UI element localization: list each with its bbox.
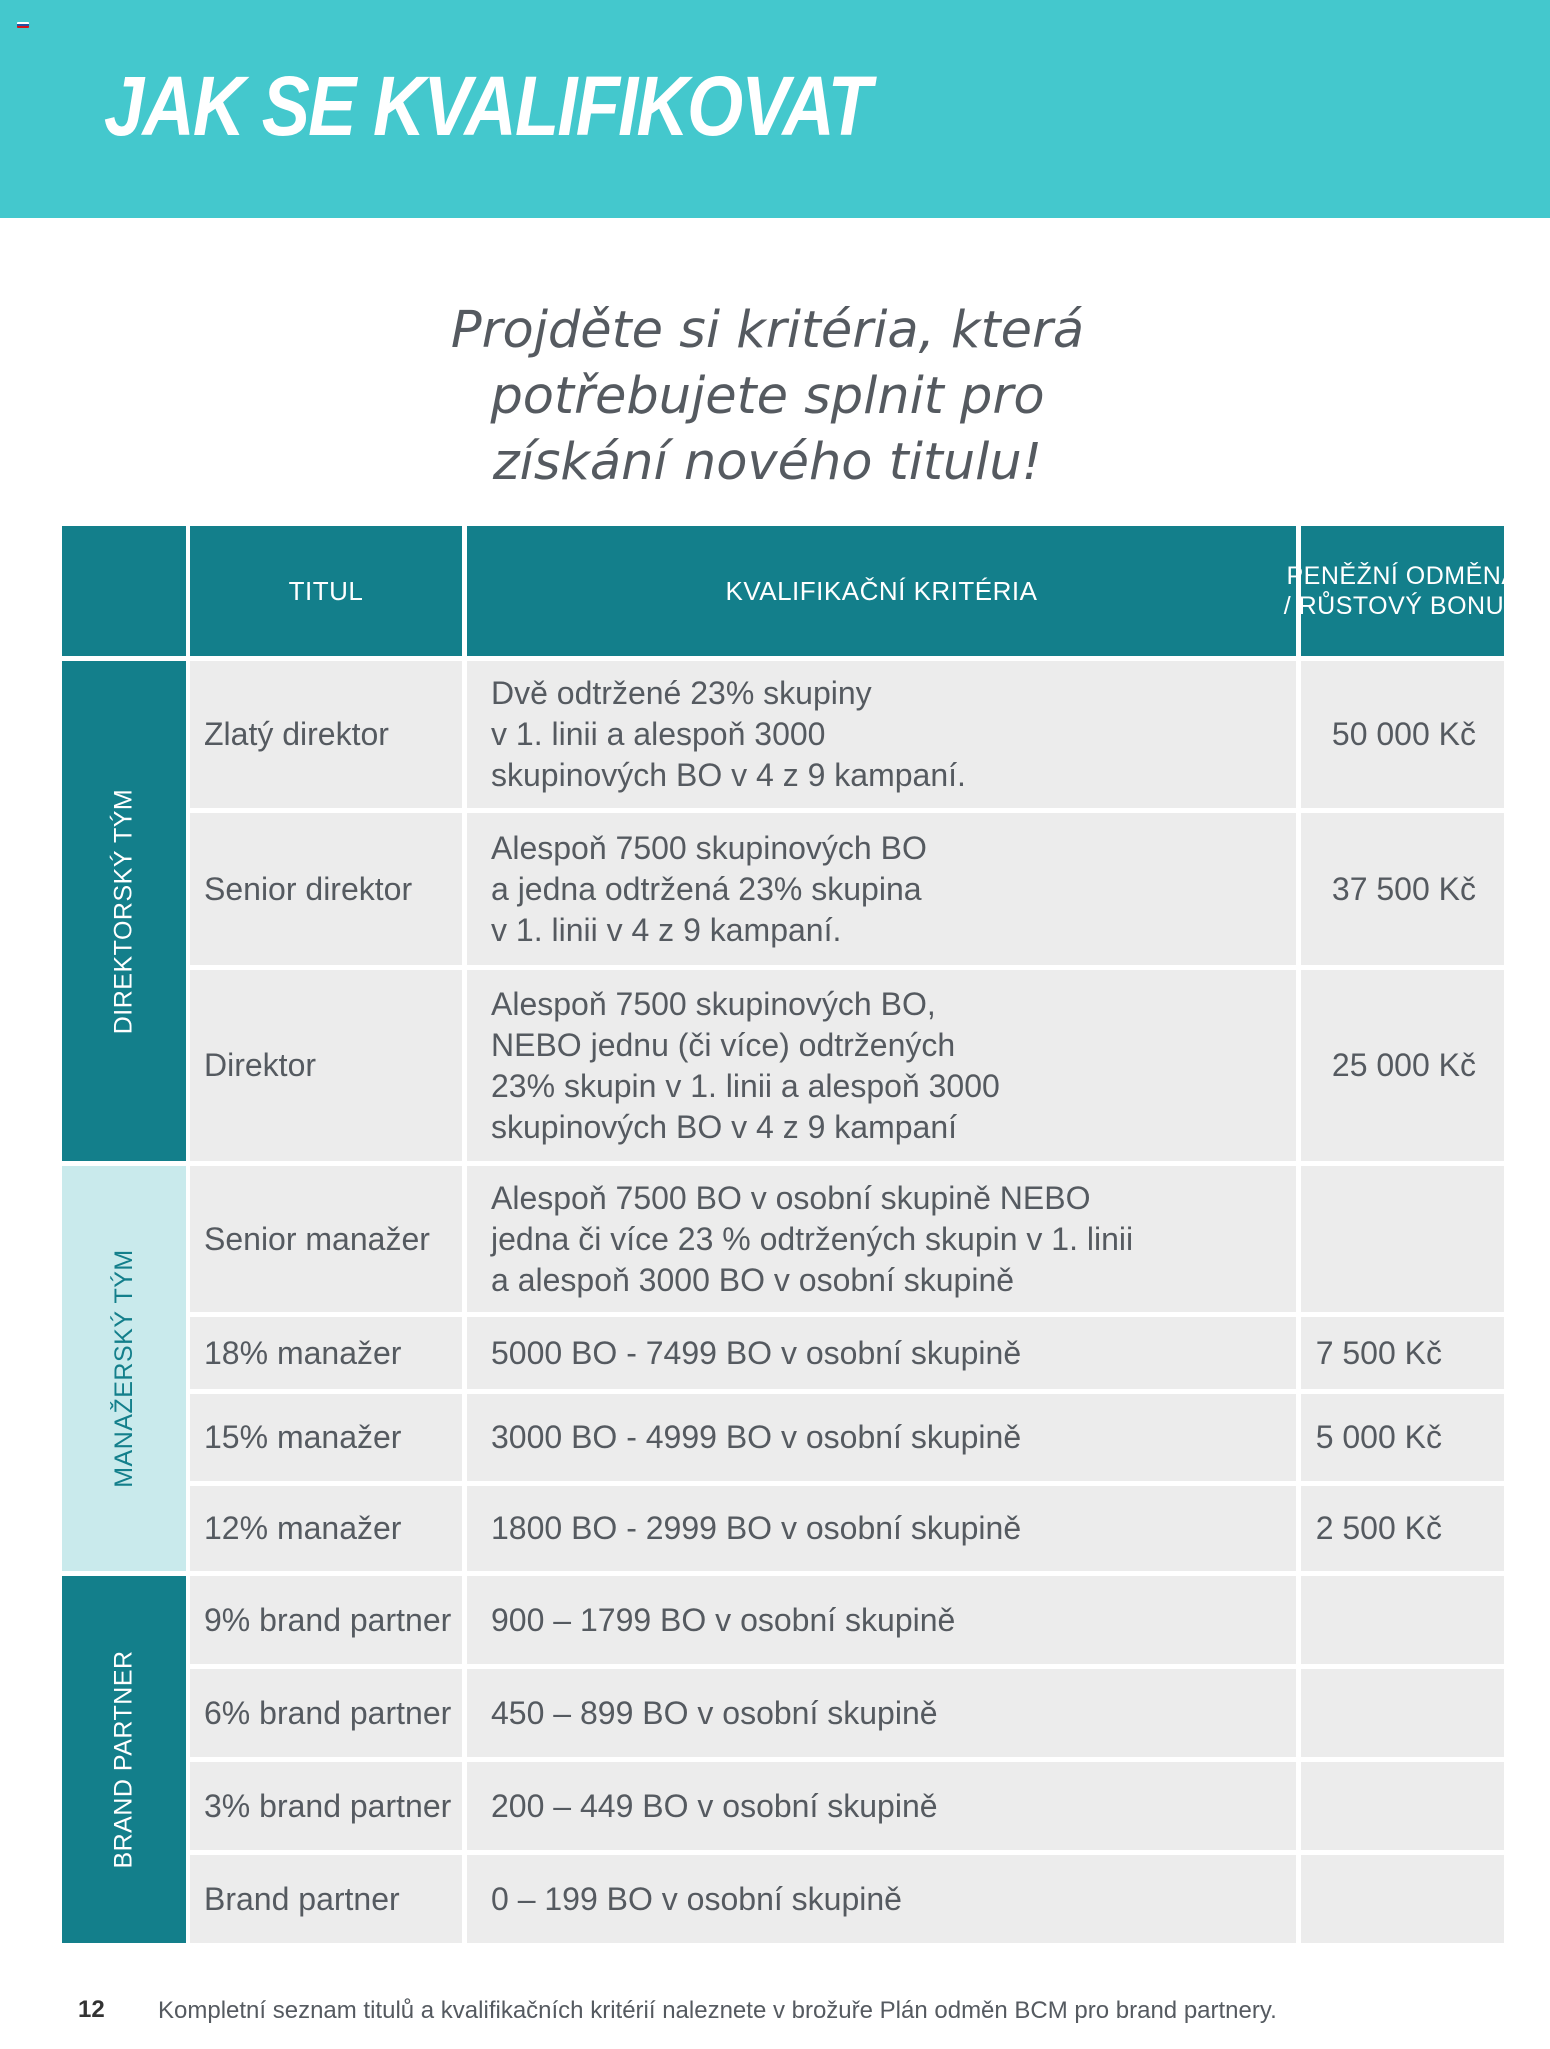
row-title: Senior manažer bbox=[190, 1166, 462, 1312]
header-band bbox=[0, 0, 1550, 218]
row-criteria bbox=[467, 970, 1296, 1161]
row-title: 3% brand partner bbox=[190, 1762, 462, 1850]
criteria-line: 450 – 899 BO v osobní skupině bbox=[491, 1694, 938, 1731]
subtitle-line: Projděte si kritéria, která bbox=[450, 301, 1085, 360]
criteria-line: v 1. linii v 4 z 9 kampaní. bbox=[491, 911, 842, 948]
row-reward bbox=[1301, 1166, 1504, 1312]
row-reward: 50 000 Kč bbox=[1301, 661, 1504, 808]
header-reward-line: / RŮSTOVÝ BONUS bbox=[1283, 592, 1522, 620]
row-criteria bbox=[467, 1394, 1296, 1481]
footer-note: Kompletní seznam titulů a kvalifikačních kritérií naleznete v brožuře Plán odměn BCM pro brand partnery. bbox=[158, 1997, 1277, 2024]
criteria-line: 5000 BO - 7499 BO v osobní skupině bbox=[491, 1334, 1022, 1371]
row-reward: 2 500 Kč bbox=[1301, 1486, 1504, 1571]
page-heading: JAK SE KVALIFIKOVAT bbox=[104, 59, 871, 153]
row-criteria bbox=[467, 661, 1296, 808]
group-label-text: BRAND PARTNER bbox=[109, 1650, 138, 1869]
criteria-line: a jedna odtržená 23% skupina bbox=[491, 870, 922, 907]
header-reward bbox=[1283, 526, 1522, 656]
table-row bbox=[62, 1486, 1504, 1571]
row-reward: 25 000 Kč bbox=[1301, 970, 1504, 1161]
row-title: Direktor bbox=[190, 970, 462, 1161]
row-criteria bbox=[467, 1317, 1296, 1389]
row-reward: 5 000 Kč bbox=[1301, 1394, 1504, 1481]
header-title: TITUL bbox=[190, 526, 462, 656]
criteria-line: 0 – 199 BO v osobní skupině bbox=[491, 1880, 902, 1917]
criteria-line: NEBO jednu (či více) odtržených bbox=[491, 1026, 956, 1063]
header-blank-cell bbox=[62, 526, 186, 656]
row-reward bbox=[1301, 1855, 1504, 1943]
table-row bbox=[62, 1317, 1504, 1389]
row-title: Senior direktor bbox=[190, 813, 462, 965]
row-criteria bbox=[467, 1576, 1296, 1664]
row-reward: 7 500 Kč bbox=[1301, 1317, 1504, 1389]
row-reward: 37 500 Kč bbox=[1301, 813, 1504, 965]
header-reward-line: PENĚŽNÍ ODMĚNA bbox=[1286, 562, 1519, 590]
row-title: 6% brand partner bbox=[190, 1669, 462, 1757]
row-title: 12% manažer bbox=[190, 1486, 462, 1571]
table-row bbox=[62, 1669, 1504, 1757]
criteria-line: 3000 BO - 4999 BO v osobní skupině bbox=[491, 1419, 1022, 1455]
table-row bbox=[62, 970, 1504, 1161]
row-criteria bbox=[467, 1762, 1296, 1850]
criteria-line: 900 – 1799 BO v osobní skupině bbox=[491, 1601, 956, 1638]
header-criteria: KVALIFIKAČNÍ KRITÉRIA bbox=[467, 526, 1296, 656]
table-header-row bbox=[62, 526, 1522, 656]
criteria-line: Alespoň 7500 skupinových BO, bbox=[491, 985, 936, 1022]
row-title: 18% manažer bbox=[190, 1317, 462, 1389]
row-reward bbox=[1301, 1762, 1504, 1850]
row-title: 9% brand partner bbox=[190, 1576, 462, 1664]
row-criteria bbox=[467, 1669, 1296, 1757]
page-subtitle bbox=[0, 298, 1535, 496]
criteria-line: skupinových BO v 4 z 9 kampaní. bbox=[491, 757, 966, 793]
group-label-text: MANAŽERSKÝ TÝM bbox=[109, 1249, 138, 1488]
criteria-line: 23% skupin v 1. linii a alespoň 3000 bbox=[491, 1067, 1000, 1104]
row-reward bbox=[1301, 1669, 1504, 1757]
subtitle-line: získání nového titulu! bbox=[492, 433, 1043, 492]
row-criteria bbox=[467, 1855, 1296, 1943]
table-row bbox=[62, 1855, 1504, 1943]
criteria-line: Alespoň 7500 BO v osobní skupině NEBO bbox=[491, 1179, 1091, 1216]
table-row bbox=[62, 1576, 1504, 1664]
subtitle-line: potřebujete splnit pro bbox=[490, 367, 1045, 426]
row-reward bbox=[1301, 1576, 1504, 1664]
criteria-line: 200 – 449 BO v osobní skupině bbox=[491, 1787, 938, 1824]
row-title: Zlatý direktor bbox=[190, 661, 462, 808]
row-criteria bbox=[467, 813, 1296, 965]
table-row bbox=[62, 1166, 1504, 1312]
row-title: Brand partner bbox=[190, 1855, 462, 1943]
row-criteria bbox=[467, 1486, 1296, 1571]
criteria-line: Dvě odtržené 23% skupiny bbox=[491, 675, 872, 711]
criteria-line: jedna či více 23 % odtržených skupin v 1. linii bbox=[491, 1220, 1134, 1257]
criteria-line: 1800 BO - 2999 BO v osobní skupině bbox=[491, 1510, 1022, 1546]
criteria-line: skupinových BO v 4 z 9 kampaní bbox=[491, 1108, 957, 1145]
criteria-line: Alespoň 7500 skupinových BO bbox=[491, 829, 927, 866]
criteria-line: v 1. linii a alespoň 3000 bbox=[491, 716, 826, 752]
row-criteria bbox=[467, 1166, 1296, 1312]
page-number: 12 bbox=[78, 1996, 105, 2023]
table-row bbox=[62, 1394, 1504, 1481]
group-label-text: DIREKTORSKÝ TÝM bbox=[109, 788, 138, 1034]
table-row bbox=[62, 661, 1504, 808]
czech-flag-icon bbox=[17, 22, 29, 28]
row-title: 15% manažer bbox=[190, 1394, 462, 1481]
table-row bbox=[62, 813, 1504, 965]
table-row bbox=[62, 1762, 1504, 1850]
criteria-line: a alespoň 3000 BO v osobní skupině bbox=[491, 1261, 1015, 1298]
